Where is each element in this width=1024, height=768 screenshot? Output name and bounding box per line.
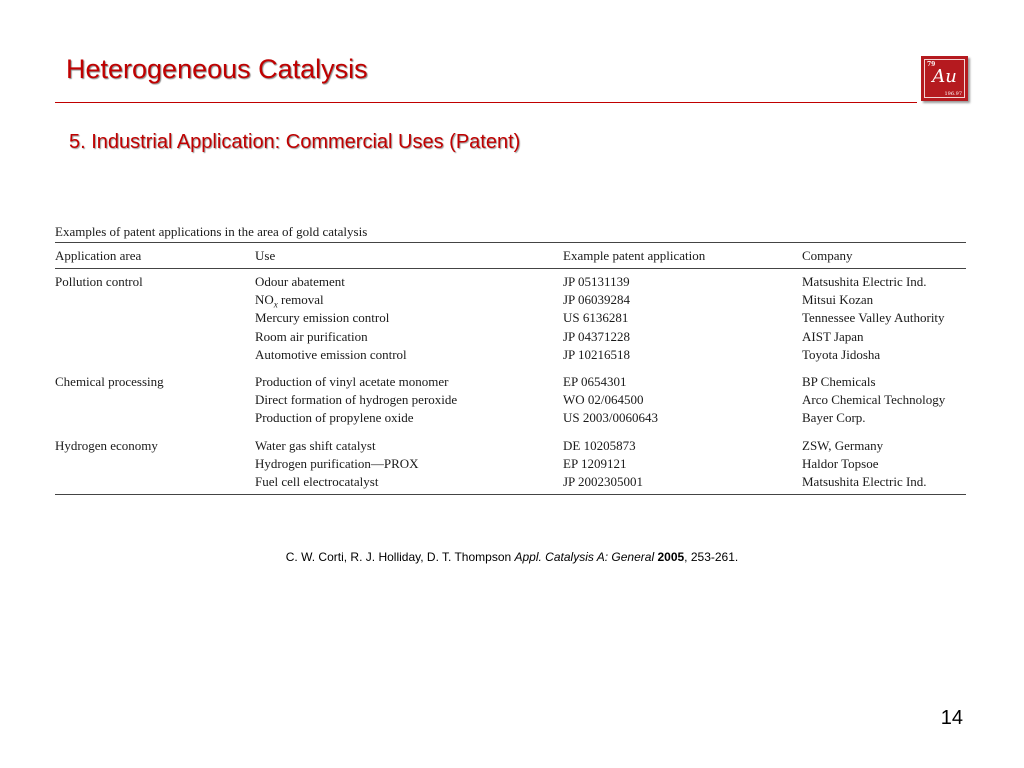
section-subtitle: 5. Industrial Application: Commercial Uses (Patent) [69,131,521,153]
citation-authors: C. W. Corti, R. J. Holliday, D. T. Thompson [285,550,515,564]
cell-company: Toyota Jidosha [802,346,881,362]
cell-use: Mercury emission control [255,310,390,326]
table-row [55,428,966,455]
cell-patent: JP 10216518 [563,346,631,362]
citation-year: 2005 [657,550,685,564]
header-application-area: Application area [55,243,255,269]
cell-company: Matsushita Electric Ind. [802,473,966,495]
table-row [55,346,966,364]
cell-use: Odour abatement [255,274,345,289]
cell-company: AIST Japan [802,328,864,344]
cell-company: Bayer Corp. [802,410,866,426]
cell-company: Tennessee Valley Authority [802,310,945,326]
cell-area: Chemical processing [55,374,164,390]
cell-patent: JP 2002305001 [563,473,802,495]
header-use: Use [255,243,563,269]
cell-use: Hydrogen purification—PROX [255,455,419,471]
cell-use [255,291,563,309]
cell-patent: WO 02/064500 [563,392,644,408]
cell-area [55,291,255,309]
cell-use: Direct formation of hydrogen peroxide [255,392,458,408]
cell-patent: EP 0654301 [563,374,627,390]
citation [0,550,1024,564]
cell-use: Production of vinyl acetate monomer [255,374,449,390]
cell-use: Room air purification [255,328,368,344]
cell-area [55,391,255,409]
cell-company: Arco Chemical Technology [802,392,946,408]
table-caption: Examples of patent applications in the area of gold catalysis [55,224,368,239]
citation-journal: Appl. Catalysis A: General [514,550,655,564]
cell-patent: US 2003/0060643 [563,410,658,426]
atomic-mass: 196.97 [944,91,962,97]
cell-area [55,309,255,327]
cell-patent: DE 10205873 [563,437,636,453]
cell-area [55,328,255,346]
cell-area [55,409,255,427]
cell-area [55,346,255,364]
header-company: Company [802,243,966,269]
element-symbol: Au [932,66,957,87]
cell-company: Matsushita Electric Ind. [802,274,927,289]
use-subscript: x [273,299,278,310]
cell-area [55,455,255,473]
cell-area [55,473,255,495]
cell-area: Hydrogen economy [55,437,158,453]
table-row [55,455,966,473]
cell-use: Water gas shift catalyst [255,437,376,453]
header-patent: Example patent application [563,243,802,269]
table-row [55,291,966,309]
table-header-row [55,243,966,269]
cell-company: BP Chemicals [802,374,876,390]
gold-element-logo [921,56,968,101]
atomic-number: 79 [927,61,936,68]
cell-patent: EP 1209121 [563,455,627,471]
page-number: 14 [940,707,963,729]
table-row [55,364,966,391]
table-row [55,391,966,409]
cell-company: ZSW, Germany [802,437,884,453]
cell-patent: JP 05131139 [563,274,630,289]
cell-company: Mitsui Kozan [802,292,874,308]
table-row [55,269,966,292]
cell-use: Fuel cell electrocatalyst [255,473,563,495]
cell-patent: US 6136281 [563,310,629,326]
cell-patent: JP 04371228 [563,328,631,344]
cell-patent: JP 06039284 [563,292,631,308]
table-row [55,309,966,327]
citation-pages: , 253-261. [684,550,739,564]
table-row [55,409,966,427]
patent-table-container [55,222,966,495]
title-divider [55,102,917,103]
table-row [55,328,966,346]
table-row [55,473,966,495]
use-suffix: removal [277,292,324,308]
cell-use: Production of propylene oxide [255,410,414,426]
use-prefix: NO [255,292,274,308]
slide-title: Heterogeneous Catalysis [66,54,368,84]
cell-area: Pollution control [55,274,143,289]
patent-table [55,242,966,495]
cell-use: Automotive emission control [255,346,407,362]
cell-company: Haldor Topsoe [802,455,879,471]
